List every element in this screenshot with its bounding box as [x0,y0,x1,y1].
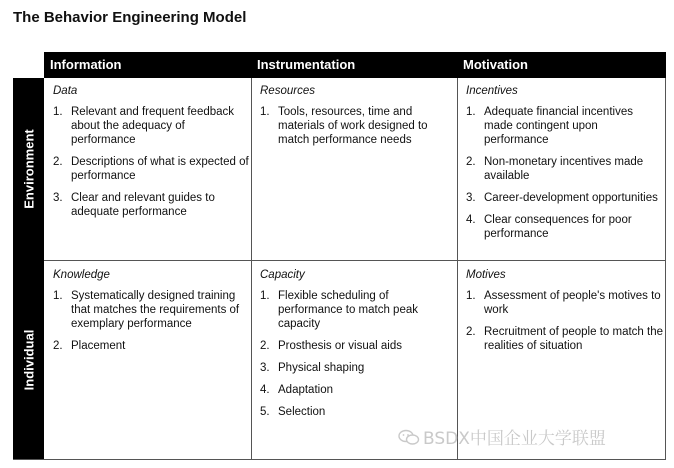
grid-divider [13,459,666,460]
list-item: 1. Assessment of people's motives to work [466,290,661,316]
cell-heading: Knowledge [53,269,110,281]
list-item: 2. Descriptions of what is expected of performance [53,156,249,182]
list-item: 5. Selection [260,406,326,418]
list-item: 1. Flexible scheduling of performance to match peak capacity [260,290,418,330]
list-item: 3. Physical shaping [260,362,365,374]
list-item: 2. Prosthesis or visual aids [260,340,402,352]
list-item: 3. Career-development opportunities [466,192,658,204]
list-item: 1. Relevant and frequent feedback about the adequacy of performance [53,106,235,146]
list-item: 1. Tools, resources, time and materials of work designed to match performance needs [260,106,428,146]
cell-heading: Incentives [466,85,518,97]
list-item: 2. Non-monetary incentives made available [466,156,644,182]
cell-individual-information [53,268,249,361]
cell-heading: Resources [260,85,315,97]
cell-individual-motivation [466,268,664,361]
cell-environment-information [53,84,249,227]
cell-environment-instrumentation [260,84,452,155]
list-item: 2. Recruitment of people to match the realities of situation [466,326,663,352]
cell-heading: Data [53,85,78,97]
row-label-individual: Individual [13,260,44,459]
cell-heading: Motives [466,269,506,281]
watermark [398,424,606,449]
grid-divider [457,78,458,459]
list-item: 4. Clear consequences for poor performance [466,214,632,240]
watermark-text: BSDX中国企业大学联盟 [423,429,606,449]
list-item: 1. Adequate financial incentives made contingent upon performance [466,106,633,146]
column-header-instrumentation: Instrumentation [251,52,457,78]
grid-divider [251,78,252,459]
cell-heading: Capacity [260,269,305,281]
cell-environment-motivation [466,84,664,249]
row-label-environment: Environment [13,78,44,260]
grid-divider [665,78,666,459]
list-item: 1. Systematically designed training that matches the requirements of exemplary performance [53,290,240,330]
column-header-information: Information [44,52,251,78]
list-item: 3. Clear and relevant guides to adequate performance [53,192,215,218]
grid-divider [44,260,666,261]
column-header-motivation: Motivation [457,52,666,78]
page-title: The Behavior Engineering Model [13,9,247,26]
header-corner [13,52,44,78]
list-item: 4. Adaptation [260,384,333,396]
cell-individual-instrumentation [260,268,452,427]
wechat-icon [398,429,420,446]
list-item: 2. Placement [53,340,126,352]
